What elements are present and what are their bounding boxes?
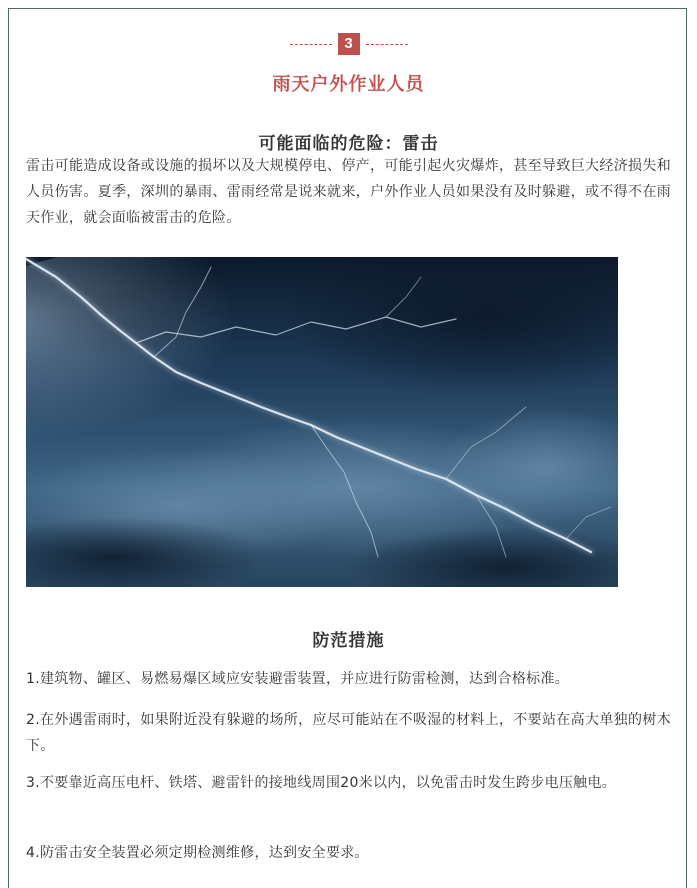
danger-description: 雷击可能造成设备或设施的损坏以及大规模停电、停产，可能引起火灾爆炸，甚至导致巨大经济损失和人员伤害。夏季，深圳的暴雨、雷雨经常是说来就来，户外作业人员如果没有及时躲避，或不得不在雨天作业，就会面临被雷击的危险。 [26,158,671,226]
danger-heading: 可能面临的危险：雷击 [258,134,439,154]
measure-item-3: 3.不要靠近高压电杆、铁塔、避雷针的接地线周围20米以内，以免雷击时发生跨步电压触电。 [26,775,617,791]
section-number-badge: 3 [338,33,360,55]
left-dashed-divider [290,44,332,45]
lightning-storm-photo [26,257,618,587]
section-title: 雨天户外作业人员 [272,74,425,95]
measure-item-2: 2.在外遇雷雨时，如果附近没有躲避的场所，应尽可能站在不吸湿的材料上，不要站在高大单独的树木下。 [26,712,671,754]
measure-item-1: 1.建筑物、罐区、易燃易爆区域应安装避雷装置，并应进行防雷检测，达到合格标准。 [26,671,570,687]
lightning-illustration [26,257,618,587]
measures-heading: 防范措施 [312,631,385,651]
right-dashed-divider [366,44,408,45]
section-number-row [0,33,697,55]
measure-item-4: 4.防雷击安全装置必须定期检测维修，达到安全要求。 [26,845,369,861]
